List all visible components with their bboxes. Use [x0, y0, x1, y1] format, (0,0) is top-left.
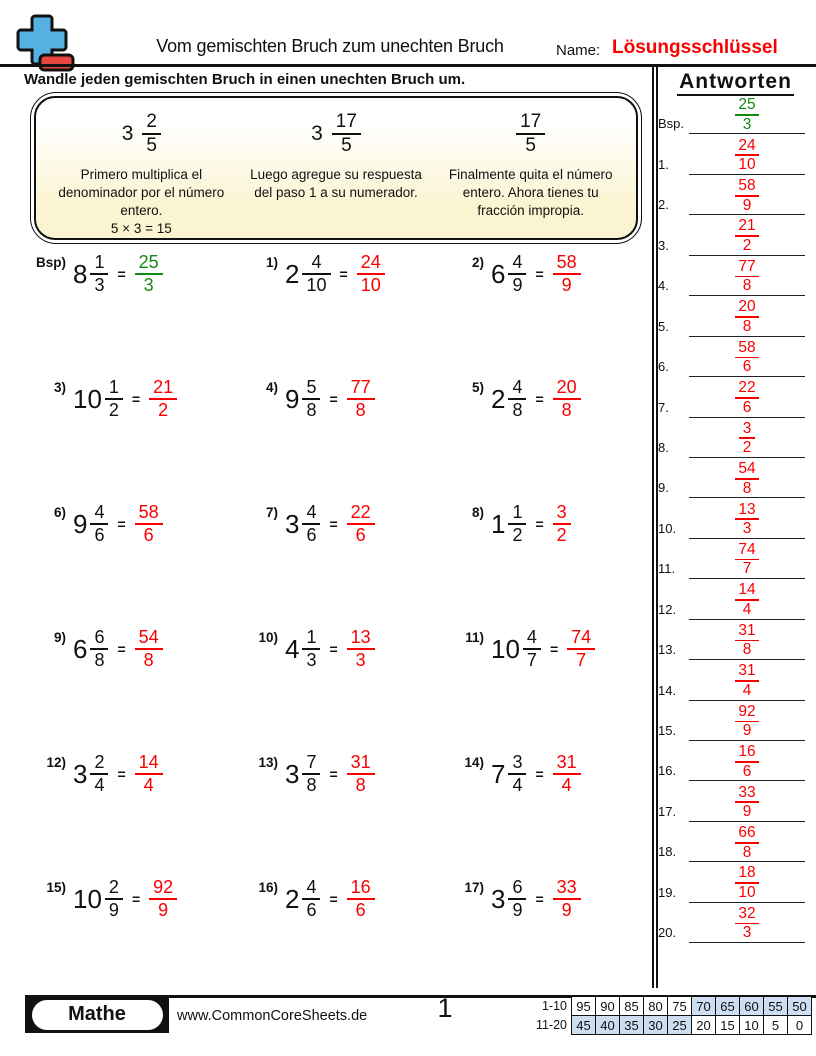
answer-fraction: $\frac{22}{6}$: [347, 502, 375, 546]
problem-item: [240, 877, 446, 1002]
fraction: $\frac{1}{2}$: [105, 377, 123, 421]
answer-line: [689, 417, 805, 418]
problem-label: 13): [258, 755, 278, 770]
answer-label: 19.: [658, 884, 677, 900]
fraction: $\frac{2}{9}$: [105, 877, 123, 921]
example-step-text: Finalmente quita el número entero. Ahora tienes tu fracción impropia.: [448, 167, 613, 218]
whole-number: 2: [285, 883, 300, 914]
answer-line: [689, 457, 805, 458]
answer-line: [689, 659, 805, 660]
problem-expression: [285, 377, 375, 421]
fraction: $\frac{6}{8}$: [90, 627, 108, 671]
answer-fraction: $\frac{31}{4}$: [735, 662, 758, 699]
problem-expression: [73, 502, 163, 546]
whole-number: 10: [491, 633, 520, 664]
equals-sign: =: [549, 641, 559, 658]
answers-panel: [655, 96, 813, 945]
score-cell: 30: [643, 1015, 668, 1035]
problem-label: 8): [471, 505, 484, 520]
whole-number: 3: [491, 883, 506, 914]
score-row-2: [525, 1015, 812, 1035]
answer-label: 7.: [658, 399, 669, 415]
problem-label: 9): [53, 630, 66, 645]
problem-item: [240, 377, 446, 502]
answer-label: 20.: [658, 925, 677, 941]
problem-label: 6): [53, 505, 66, 520]
answer-label: 2.: [658, 197, 669, 213]
fraction: $\frac{6}{9}$: [508, 877, 526, 921]
answer-fraction: $\frac{24}{10}$: [357, 252, 385, 296]
problem-expression: [491, 752, 581, 796]
example-step-note: 5 × 3 = 15: [110, 221, 172, 237]
example-step-text: Primero multiplica el denominador por el número entero.: [58, 167, 225, 218]
score-row-label: 11-20: [535, 1018, 567, 1032]
header-rule: [0, 64, 816, 67]
answer-entry: [655, 379, 813, 419]
problem-item: [446, 877, 650, 1002]
instructions-text: Wandle jeden gemischten Bruch in einen unechten Bruch um.: [24, 71, 466, 88]
answer-line: [689, 538, 805, 539]
problem-expression: [491, 377, 581, 421]
answer-fraction: $\frac{24}{10}$: [735, 137, 758, 174]
problem-expression: [491, 627, 595, 671]
score-cell: 10: [739, 1015, 764, 1035]
fraction: $\frac{17}{5}$: [516, 111, 545, 158]
example-step-2: [239, 108, 434, 202]
whole-number: 1: [491, 508, 506, 539]
fraction: $\frac{3}{4}$: [508, 752, 526, 796]
whole-number: 2: [491, 383, 506, 414]
answer-fraction: $\frac{33}{9}$: [553, 877, 581, 921]
problem-expression: [491, 502, 571, 546]
whole-number: 3: [285, 758, 300, 789]
score-cell: 85: [619, 996, 644, 1016]
fraction: $\frac{2}{5}$: [142, 111, 161, 158]
fraction: $\frac{1}{3}$: [90, 252, 108, 296]
score-table: [525, 996, 812, 1035]
answer-fraction: $\frac{18}{10}$: [735, 864, 758, 901]
score-cell: 45: [571, 1015, 596, 1035]
whole-number: 3: [73, 758, 88, 789]
answer-entry: [655, 96, 813, 136]
answer-line: [689, 214, 805, 215]
problem-expression: [285, 877, 375, 921]
answer-entry: [655, 662, 813, 702]
problem-expression: [73, 752, 163, 796]
problem-item: [28, 377, 240, 502]
score-cell: 70: [691, 996, 716, 1016]
answer-entry: [655, 298, 813, 338]
problems-grid: [28, 252, 650, 1002]
problem-label: 11): [465, 630, 484, 645]
answer-line: [689, 700, 805, 701]
score-cell: 65: [715, 996, 740, 1016]
answer-line: [689, 174, 805, 175]
equals-sign: =: [329, 891, 338, 908]
equals-sign: =: [339, 266, 348, 283]
answer-fraction: $\frac{77}{8}$: [735, 258, 758, 295]
score-cell: 80: [643, 996, 668, 1016]
whole-number: 10: [73, 883, 102, 914]
answer-fraction: $\frac{92}{9}$: [735, 703, 758, 740]
score-cell: 15: [715, 1015, 740, 1035]
answer-fraction: $\frac{31}{4}$: [553, 752, 581, 796]
problem-label: 12): [46, 755, 66, 770]
problem-label: 16): [258, 880, 278, 895]
answer-fraction: $\frac{58}{9}$: [735, 177, 758, 214]
problem-item: [446, 377, 650, 502]
problem-item: [240, 627, 446, 752]
page-title: Vom gemischten Bruch zum unechten Bruch: [156, 36, 504, 56]
answer-fraction: $\frac{74}{7}$: [567, 627, 595, 671]
answer-entry: [655, 541, 813, 581]
answer-entry: [655, 864, 813, 904]
website-text: www.CommonCoreSheets.de: [177, 1008, 368, 1024]
answer-entry: [655, 581, 813, 621]
answer-fraction: $\frac{33}{9}$: [735, 784, 758, 821]
problem-label: 14): [464, 755, 484, 770]
whole-number: 2: [285, 258, 300, 289]
whole-number: 9: [73, 508, 88, 539]
equals-sign: =: [329, 516, 338, 533]
answer-fraction: $\frac{14}{4}$: [135, 752, 163, 796]
fraction: $\frac{4}{7}$: [523, 627, 541, 671]
fraction: $\frac{4}{6}$: [90, 502, 108, 546]
problem-expression: [491, 252, 581, 296]
score-row-1: [525, 996, 812, 1016]
equals-sign: =: [329, 766, 338, 783]
fraction: $\frac{2}{4}$: [90, 752, 108, 796]
example-step-1: [44, 108, 239, 236]
example-fraction: [52, 108, 231, 160]
fraction: $\frac{4}{9}$: [508, 252, 526, 296]
answer-label: 3.: [658, 237, 669, 253]
answer-line: [689, 740, 805, 741]
problem-expression: [73, 877, 177, 921]
score-cell: 20: [691, 1015, 716, 1035]
answer-fraction: $\frac{20}{8}$: [735, 298, 758, 335]
problem-expression: [73, 627, 163, 671]
answer-entry: [655, 460, 813, 500]
equals-sign: =: [131, 391, 141, 408]
equals-sign: =: [535, 516, 544, 533]
problem-item: [446, 502, 650, 627]
whole-number: 6: [491, 258, 506, 289]
answer-entry: [655, 703, 813, 743]
answer-fraction: $\frac{3}{2}$: [739, 420, 755, 457]
answer-entry: [655, 217, 813, 257]
answer-fraction: $\frac{13}{3}$: [735, 501, 758, 538]
answer-entry: [655, 177, 813, 217]
answer-line: [689, 376, 805, 377]
answer-line: [689, 942, 805, 943]
problem-expression: [285, 627, 375, 671]
answer-line: [689, 295, 805, 296]
answer-fraction: $\frac{20}{8}$: [553, 377, 581, 421]
example-box: [30, 92, 642, 244]
example-fraction: [441, 108, 620, 160]
answer-label: 10.: [658, 520, 677, 536]
answer-fraction: $\frac{58}{6}$: [135, 502, 163, 546]
equals-sign: =: [117, 766, 126, 783]
answer-entry: [655, 258, 813, 298]
fraction: $\frac{5}{8}$: [302, 377, 320, 421]
score-cell: 0: [787, 1015, 812, 1035]
name-label: Name:: [556, 42, 601, 59]
answer-fraction: $\frac{25}{3}$: [735, 96, 758, 133]
score-cell: 5: [763, 1015, 788, 1035]
answer-line: [689, 902, 805, 903]
answer-label: 18.: [658, 844, 677, 860]
answer-fraction: $\frac{25}{3}$: [135, 252, 163, 296]
page-number: 1: [437, 993, 453, 1023]
equals-sign: =: [117, 516, 126, 533]
answer-entry: [655, 905, 813, 945]
whole-number: 7: [491, 758, 506, 789]
problem-item: [446, 627, 650, 752]
problem-label: 10): [258, 630, 278, 645]
problem-expression: [73, 252, 163, 296]
answer-line: [689, 336, 805, 337]
score-cell: 25: [667, 1015, 692, 1035]
equals-sign: =: [329, 641, 338, 658]
answer-fraction: $\frac{31}{8}$: [347, 752, 375, 796]
answer-fraction: $\frac{16}{6}$: [735, 743, 758, 780]
answer-entry: [655, 420, 813, 460]
answer-label: 13.: [658, 642, 677, 658]
problem-expression: [285, 502, 375, 546]
whole-number: 4: [285, 633, 300, 664]
whole-number: 10: [73, 383, 102, 414]
answer-label: 9.: [658, 480, 669, 496]
fraction: $\frac{4}{6}$: [302, 502, 320, 546]
answer-entry: [655, 783, 813, 823]
answer-entry: [655, 743, 813, 783]
whole-number: 6: [73, 633, 88, 664]
answer-label: 4.: [658, 278, 669, 294]
answer-fraction: $\frac{21}{2}$: [735, 217, 758, 254]
problem-item: [28, 877, 240, 1002]
problem-item: [28, 252, 240, 377]
problem-label: 15): [46, 880, 66, 895]
answer-fraction: $\frac{21}{2}$: [149, 377, 177, 421]
problem-expression: [73, 377, 177, 421]
score-cell: 55: [763, 996, 788, 1016]
whole-number: 3: [285, 508, 300, 539]
problem-label: Bsp): [36, 255, 66, 270]
answer-label: 16.: [658, 763, 677, 779]
name-value: Lösungsschlüssel: [612, 37, 778, 58]
score-cell: 90: [595, 996, 620, 1016]
equals-sign: =: [117, 266, 126, 283]
equals-sign: =: [131, 891, 141, 908]
example-box-inner: [34, 96, 638, 240]
answer-fraction: $\frac{54}{8}$: [135, 627, 163, 671]
answer-entry: [655, 622, 813, 662]
answer-label: 11.: [658, 561, 676, 577]
problem-label: 1): [265, 255, 278, 270]
problem-label: 4): [265, 380, 278, 395]
score-cell: 60: [739, 996, 764, 1016]
whole-number: 3: [311, 122, 323, 145]
problem-expression: [285, 252, 385, 296]
example-fraction: [247, 108, 426, 160]
problem-expression: [491, 877, 581, 921]
answer-line: [689, 578, 805, 579]
equals-sign: =: [535, 266, 544, 283]
score-cell: 75: [667, 996, 692, 1016]
answer-line: [689, 619, 805, 620]
whole-number: 8: [73, 258, 88, 289]
problem-item: [240, 502, 446, 627]
answer-fraction: $\frac{92}{9}$: [149, 877, 177, 921]
equals-sign: =: [117, 641, 126, 658]
fraction: $\frac{4}{8}$: [508, 377, 526, 421]
problem-expression: [285, 752, 375, 796]
answer-fraction: $\frac{66}{8}$: [735, 824, 758, 861]
answer-line: [689, 497, 805, 498]
answer-line: [689, 861, 805, 862]
fraction: $\frac{4}{10}$: [302, 252, 330, 296]
answer-label: 14.: [658, 682, 677, 698]
answer-fraction: $\frac{54}{8}$: [735, 460, 758, 497]
problem-item: [240, 752, 446, 877]
whole-number: 3: [121, 122, 134, 145]
problem-label: 2): [471, 255, 484, 270]
problem-label: 17): [464, 880, 484, 895]
whole-number: 9: [285, 383, 300, 414]
answer-fraction: $\frac{13}{3}$: [347, 627, 375, 671]
problem-item: [240, 252, 446, 377]
answer-fraction: $\frac{77}{8}$: [347, 377, 375, 421]
answer-label: 5.: [658, 318, 669, 334]
answer-label: Bsp.: [658, 116, 685, 132]
example-step-text: Luego agregue su respuesta del paso 1 a su numerador.: [250, 167, 422, 200]
answer-label: 6.: [658, 359, 669, 375]
answer-fraction: $\frac{16}{6}$: [347, 877, 375, 921]
score-cell: 50: [787, 996, 812, 1016]
answer-fraction: $\frac{74}{7}$: [735, 541, 758, 578]
problem-label: 7): [265, 505, 278, 520]
problem-label: 5): [471, 380, 484, 395]
example-step-3: [433, 108, 628, 219]
answer-fraction: $\frac{22}{6}$: [735, 379, 758, 416]
answers-title: Antworten: [658, 70, 813, 94]
answer-line: [689, 780, 805, 781]
fraction: $\frac{1}{3}$: [302, 627, 320, 671]
answer-label: 8.: [658, 439, 669, 455]
answer-entry: [655, 500, 813, 540]
answer-fraction: $\frac{58}{6}$: [735, 339, 758, 376]
problem-item: [28, 752, 240, 877]
answer-entry: [655, 339, 813, 379]
answer-line: [689, 255, 805, 256]
problem-item: [446, 752, 650, 877]
score-cell: 95: [571, 996, 596, 1016]
equals-sign: =: [535, 891, 544, 908]
answer-line: [689, 821, 805, 822]
subject-label: Mathe: [32, 1000, 163, 1030]
problem-item: [446, 252, 650, 377]
fraction: $\frac{17}{5}$: [332, 111, 361, 158]
problem-item: [28, 502, 240, 627]
score-cell: 40: [595, 1015, 620, 1035]
answer-fraction: $\frac{31}{8}$: [735, 622, 758, 659]
answer-entry: [655, 824, 813, 864]
answer-fraction: $\frac{32}{3}$: [735, 905, 758, 942]
answer-label: 17.: [658, 803, 677, 819]
answer-fraction: $\frac{14}{4}$: [735, 581, 758, 618]
answer-line: [689, 133, 805, 134]
equals-sign: =: [329, 391, 338, 408]
problem-item: [28, 627, 240, 752]
score-row-label: 1-10: [541, 999, 567, 1013]
fraction: $\frac{4}{6}$: [302, 877, 320, 921]
fraction: $\frac{7}{8}$: [302, 752, 320, 796]
answer-label: 1.: [658, 156, 669, 172]
subject-badge: [25, 996, 169, 1033]
score-cell: 35: [619, 1015, 644, 1035]
answer-entry: [655, 136, 813, 176]
answer-label: 12.: [658, 601, 677, 617]
answer-label: 15.: [658, 723, 677, 738]
fraction: $\frac{1}{2}$: [508, 502, 526, 546]
problem-label: 3): [53, 380, 66, 395]
equals-sign: =: [535, 766, 544, 783]
equals-sign: =: [535, 391, 544, 408]
answer-fraction: $\frac{58}{9}$: [553, 252, 581, 296]
answer-fraction: $\frac{3}{2}$: [553, 502, 571, 546]
